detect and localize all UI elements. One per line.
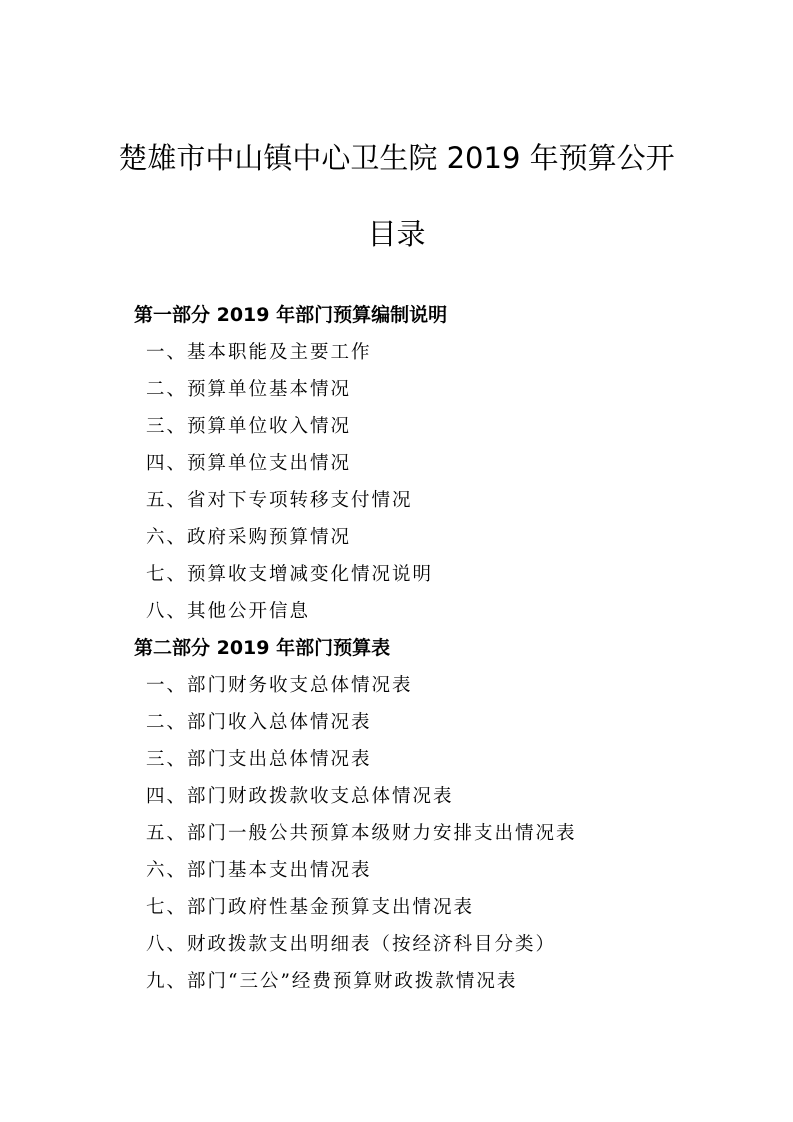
toc-item: 六、部门基本支出情况表: [146, 860, 372, 881]
toc-item: 五、部门一般公共预算本级财力安排支出情况表: [146, 823, 577, 844]
toc-item: 一、部门财务收支总体情况表: [146, 675, 413, 696]
toc-item: 八、财政拨款支出明细表（按经济科目分类）: [146, 934, 557, 955]
toc-part1-heading: 第一部分 2019 年部门预算编制说明: [134, 304, 448, 326]
toc-item: 九、部门“三公”经费预算财政拨款情况表: [146, 971, 518, 992]
toc-part2-heading: 第二部分 2019 年部门预算表: [134, 637, 391, 659]
table-of-contents: [134, 297, 694, 1000]
document-subtitle: 目录: [367, 217, 426, 251]
toc-item: 一、基本职能及主要工作: [146, 342, 372, 363]
toc-item: 七、部门政府性基金预算支出情况表: [146, 897, 475, 918]
toc-item: 三、部门支出总体情况表: [146, 749, 372, 770]
toc-item: 四、预算单位支出情况: [146, 453, 352, 474]
toc-item: 六、政府采购预算情况: [146, 527, 352, 548]
toc-item: 二、部门收入总体情况表: [146, 712, 372, 733]
document-title: 楚雄市中山镇中心卫生院 2019 年预算公开: [118, 141, 675, 175]
toc-item: 八、其他公开信息: [146, 601, 311, 622]
toc-item: 五、省对下专项转移支付情况: [146, 490, 413, 511]
toc-item: 二、预算单位基本情况: [146, 379, 352, 400]
toc-item: 七、预算收支增减变化情况说明: [146, 564, 434, 585]
toc-item: 三、预算单位收入情况: [146, 416, 352, 437]
toc-item: 四、部门财政拨款收支总体情况表: [146, 786, 454, 807]
